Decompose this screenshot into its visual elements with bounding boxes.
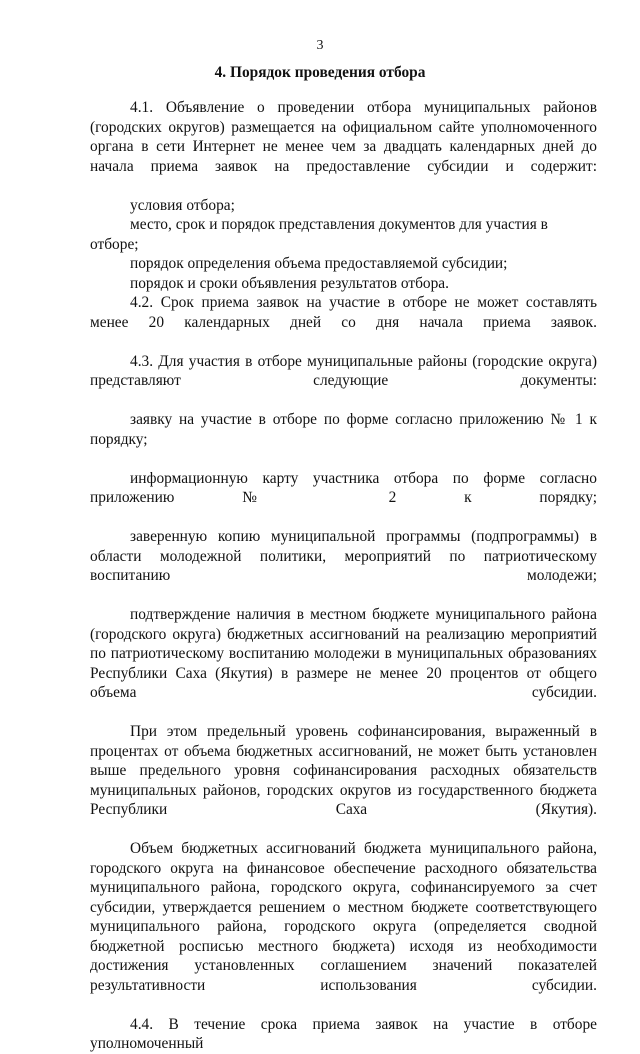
list-item-program-copy: заверенную копию муниципальной программы (подпрограммы) в области молодежной политики, мероприятий по патриотическому воспитанию молодежи;	[90, 528, 597, 584]
list-item-application: заявку на участие в отборе по форме согласно приложению № 1 к порядку;	[90, 411, 597, 448]
paragraph-4-4: 4.4. В течение срока приема заявок на участие в отборе уполномоченный	[90, 1015, 597, 1052]
paragraph-4-1: 4.1. Объявление о проведении отбора муниципальных районов (городских округов) размещается на официальном сайте уполномоченного органа в сети Интернет не менее чем за двадцать календарных дней до начала приема заявок на предоставление субсидии и содержит:	[90, 99, 597, 175]
paragraph-4-2: 4.2. Срок приема заявок на участие в отборе не может составлять менее 20 календарных дней со дня начала приема заявок.	[90, 294, 597, 331]
list-item-volume: порядок определения объема предоставляемой субсидии;	[130, 255, 508, 272]
list-item-conditions: условия отбора;	[130, 196, 235, 214]
list-item-place-terms: место, срок и порядок представления документов для участия в отборе;	[90, 216, 548, 253]
list-item-info-card: информационную карту участника отбора по форме согласно приложению № 2 к порядку;	[90, 469, 597, 506]
list-item-budget-confirmation: подтверждение наличия в местном бюджете муниципального района (городского округа) бюджетных ассигнований на реализацию мероприятий по патриотическому воспитанию молодежи в муниципальных образованиях Республики Саха (Якутия) в размере не менее 20 процентов от общего объема субсидии.	[90, 606, 597, 701]
page-number: 3	[316, 38, 324, 53]
document-body	[90, 98, 597, 1054]
paragraph-4-3: 4.3. Для участия в отборе муниципальные районы (городские округа) представляют следующие документы:	[90, 352, 597, 389]
paragraph-cofinancing-level: При этом предельный уровень софинансирования, выраженный в процентах от объема бюджетных ассигнований, не может быть установлен выше предельного уровня софинансирования расходных обязательств муниципальных районов, городских округов из государственного бюджета Республики Саха (Якутия).	[90, 723, 597, 818]
list-item-results: порядок и сроки объявления результатов отбора.	[130, 274, 449, 292]
paragraph-budget-volume: Объем бюджетных ассигнований бюджета муниципального района, городского округа на финансовое обеспечение расходного обязательства муниципального района, городского округа, софинансируемого за счет субсидии, утверждается решением о местном бюджете соответствующего муниципального района, городского округа (определяется сводной бюджетной росписью местного бюджета) исходя из необходимости достижения установленных соглашением значений показателей результативности использования субсидии.	[90, 840, 597, 994]
section-heading: 4. Порядок проведения отбора	[214, 64, 426, 81]
